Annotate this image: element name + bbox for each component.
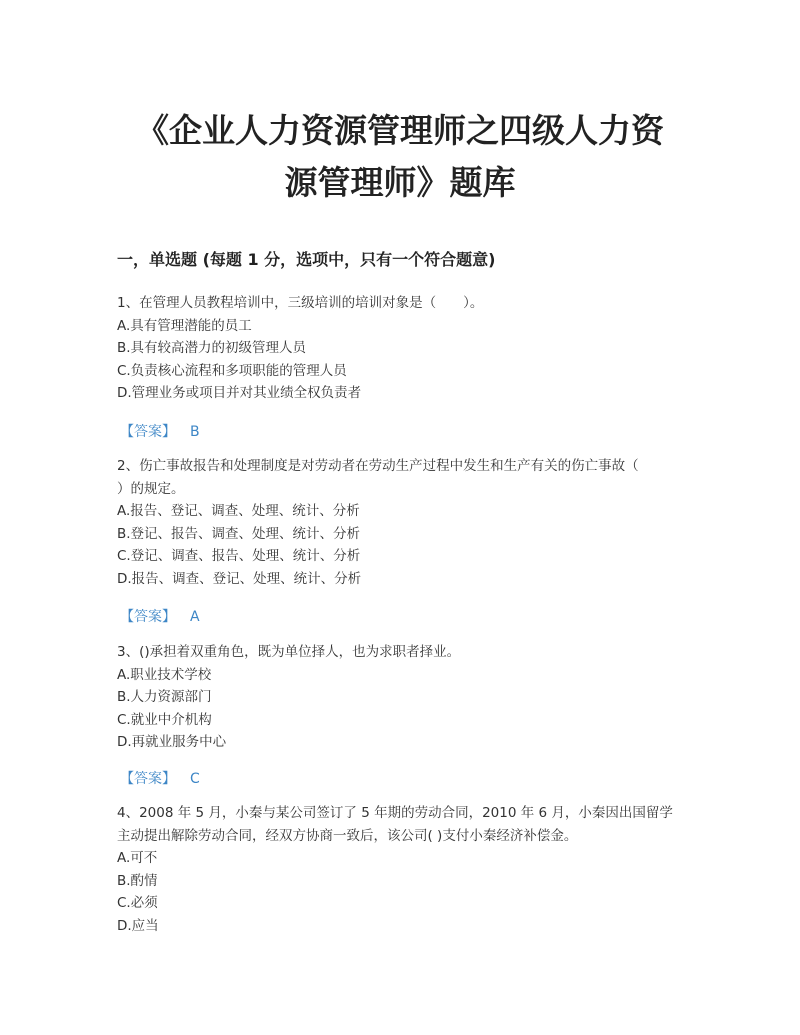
question-3 [117, 641, 687, 754]
question-stem-line-1: 2、伤亡事故报告和处理制度是对劳动者在劳动生产过程中发生和生产有关的伤亡事故（ [117, 458, 639, 474]
question-1 [117, 292, 687, 405]
title-line-1: 《企业人力资源管理师之四级人力资 [136, 111, 664, 150]
answer-1 [120, 421, 214, 441]
question-2 [117, 455, 687, 590]
question-stem-line-2: ）的规定。 [117, 480, 185, 497]
answer-label: 【答案】 [120, 609, 176, 625]
option-d: D.再就业服务中心 [117, 734, 227, 750]
option-b: B.登记、报告、调查、处理、统计、分析 [117, 525, 361, 542]
option-c: C.登记、调查、报告、处理、统计、分析 [117, 548, 361, 564]
answer-2 [120, 606, 214, 626]
document-title [100, 105, 700, 209]
question-stem: 3、()承担着双重角色，既为单位择人，也为求职者择业。 [117, 644, 461, 660]
answer-3 [120, 768, 214, 788]
answer-value: A [190, 609, 200, 625]
option-d: D.应当 [117, 917, 159, 934]
option-a: A.职业技术学校 [117, 666, 212, 683]
title-line-2: 源管理师》题库 [284, 163, 516, 202]
option-c: C.必须 [117, 895, 158, 911]
option-b: B.人力资源部门 [117, 689, 212, 705]
answer-label: 【答案】 [120, 771, 176, 787]
option-a: A.报告、登记、调查、处理、统计、分析 [117, 503, 360, 519]
option-c: C.就业中介机构 [117, 711, 212, 728]
question-stem-line-2: 主动提出解除劳动合同，经双方协商一致后，该公司( )支付小秦经济补偿金。 [117, 827, 578, 844]
question-stem: 1、在管理人员教程培训中，三级培训的培训对象是（ ）。 [117, 295, 484, 311]
option-b: B.酌情 [117, 872, 158, 889]
question-4 [117, 802, 687, 937]
answer-label: 【答案】 [120, 424, 176, 440]
answer-value: C [190, 771, 200, 787]
option-a: A.具有管理潜能的员工 [117, 317, 252, 334]
option-b: B.具有较高潜力的初级管理人员 [117, 340, 307, 356]
answer-value: B [190, 424, 200, 440]
option-a: A.可不 [117, 850, 158, 866]
option-d: D.管理业务或项目并对其业绩全权负责者 [117, 385, 362, 401]
section-heading: 一，单选题 (每题 1 分，选项中，只有一个符合题意) [117, 250, 496, 269]
option-d: D.报告、调查、登记、处理、统计、分析 [117, 570, 362, 587]
question-stem-line-1: 4、2008 年 5 月，小秦与某公司签订了 5 年期的劳动合同，2010 年 6 月，小秦因出国留学 [117, 805, 673, 821]
option-c: C.负责核心流程和多项职能的管理人员 [117, 362, 347, 379]
